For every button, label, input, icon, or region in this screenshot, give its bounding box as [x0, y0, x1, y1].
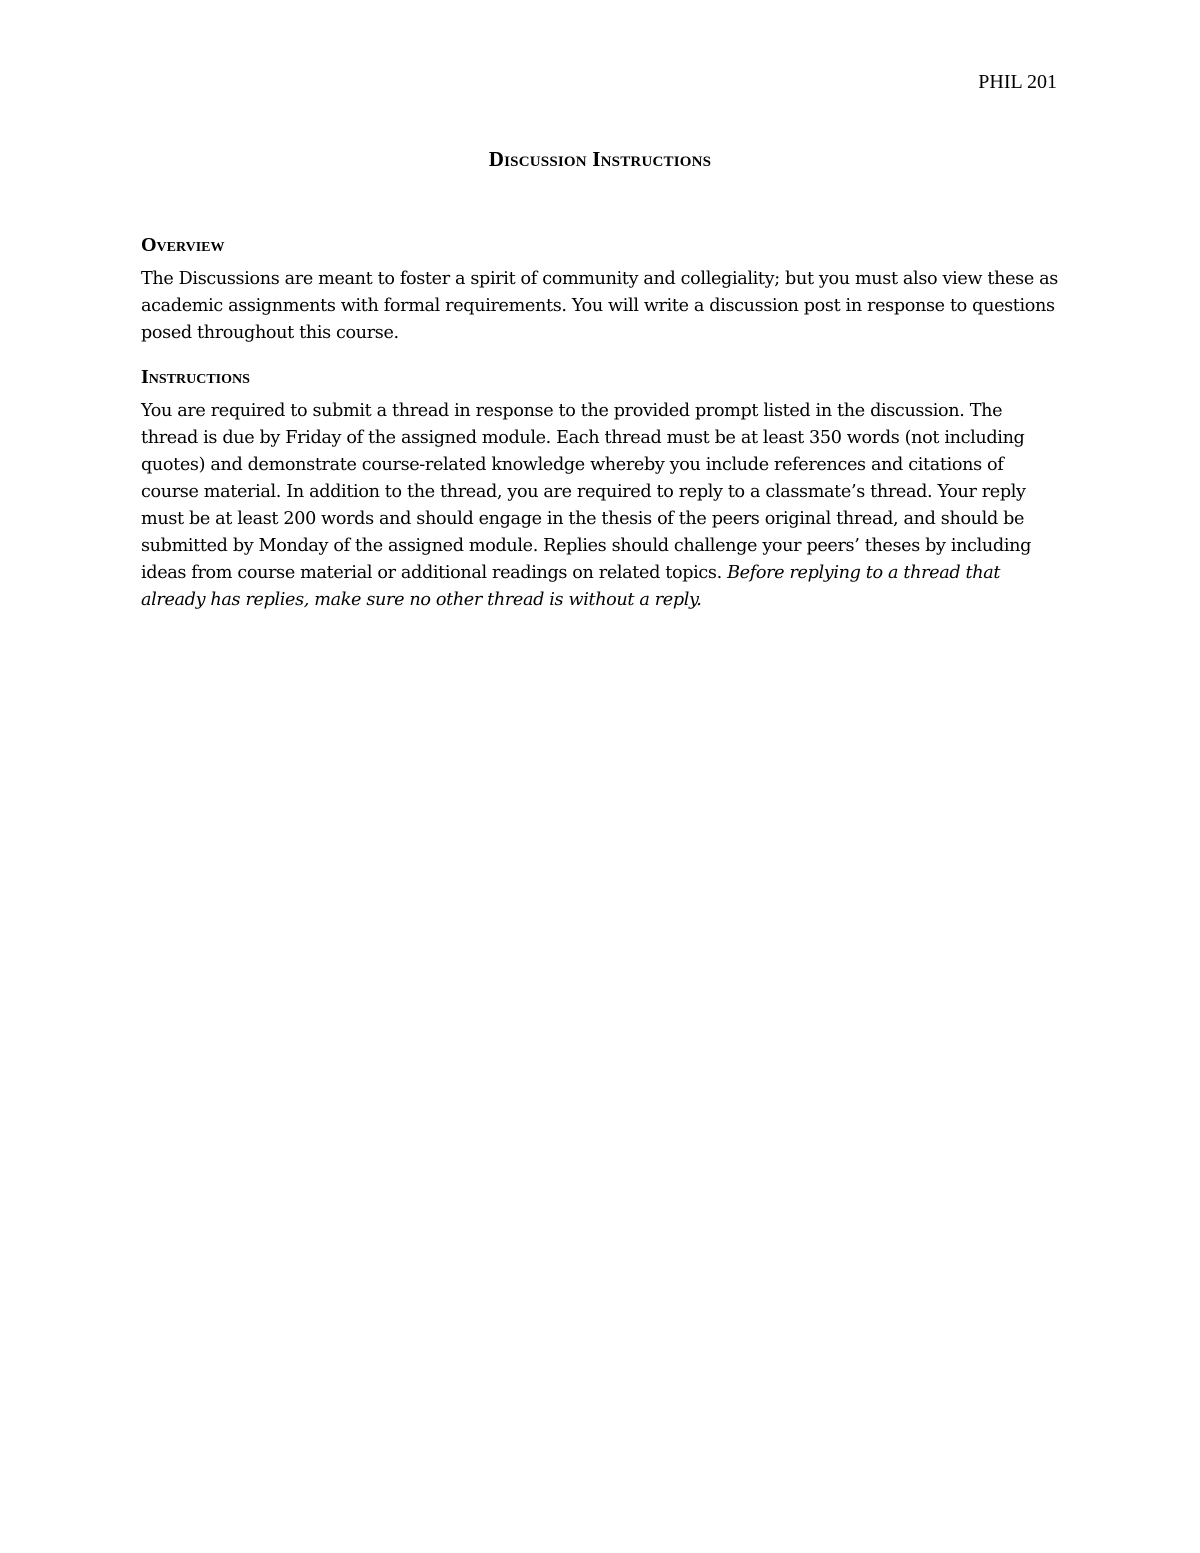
- document-title: Discussion Instructions: [488, 147, 712, 171]
- instructions-section: [141, 364, 1061, 614]
- document-body: [141, 232, 1061, 614]
- instructions-emphasis-text: Before replying to a thread that already has replies, make sure no other thread is without a reply.: [141, 563, 1001, 610]
- overview-section: [141, 232, 1061, 347]
- instructions-body-text: You are required to submit a thread in response to the provided prompt listed in the discussion. The thread is due by Friday of the assigned module. Each thread must be at least 350 words (not including quotes) and demonstrate course-related knowledge whereby you include references and citations of course material. In addition to the thread, you are required to reply to a classmate’s thread. Your reply must be at least 200 words and should engage in the thesis of the peers original thread, and should be submitted by Monday of the assigned module. Replies should challenge your peers’ theses by including ideas from course material or additional readings on related topics.: [141, 401, 1031, 583]
- instructions-paragraph: [141, 398, 1061, 614]
- course-code: PHIL 201: [978, 71, 1057, 93]
- overview-heading: Overview: [141, 234, 225, 256]
- instructions-heading: Instructions: [141, 366, 250, 388]
- overview-paragraph: The Discussions are meant to foster a spirit of community and collegiality; but you must also view these as academic assignments with formal requirements. You will write a discussion post in response to questions posed throughout this course.: [141, 269, 1058, 343]
